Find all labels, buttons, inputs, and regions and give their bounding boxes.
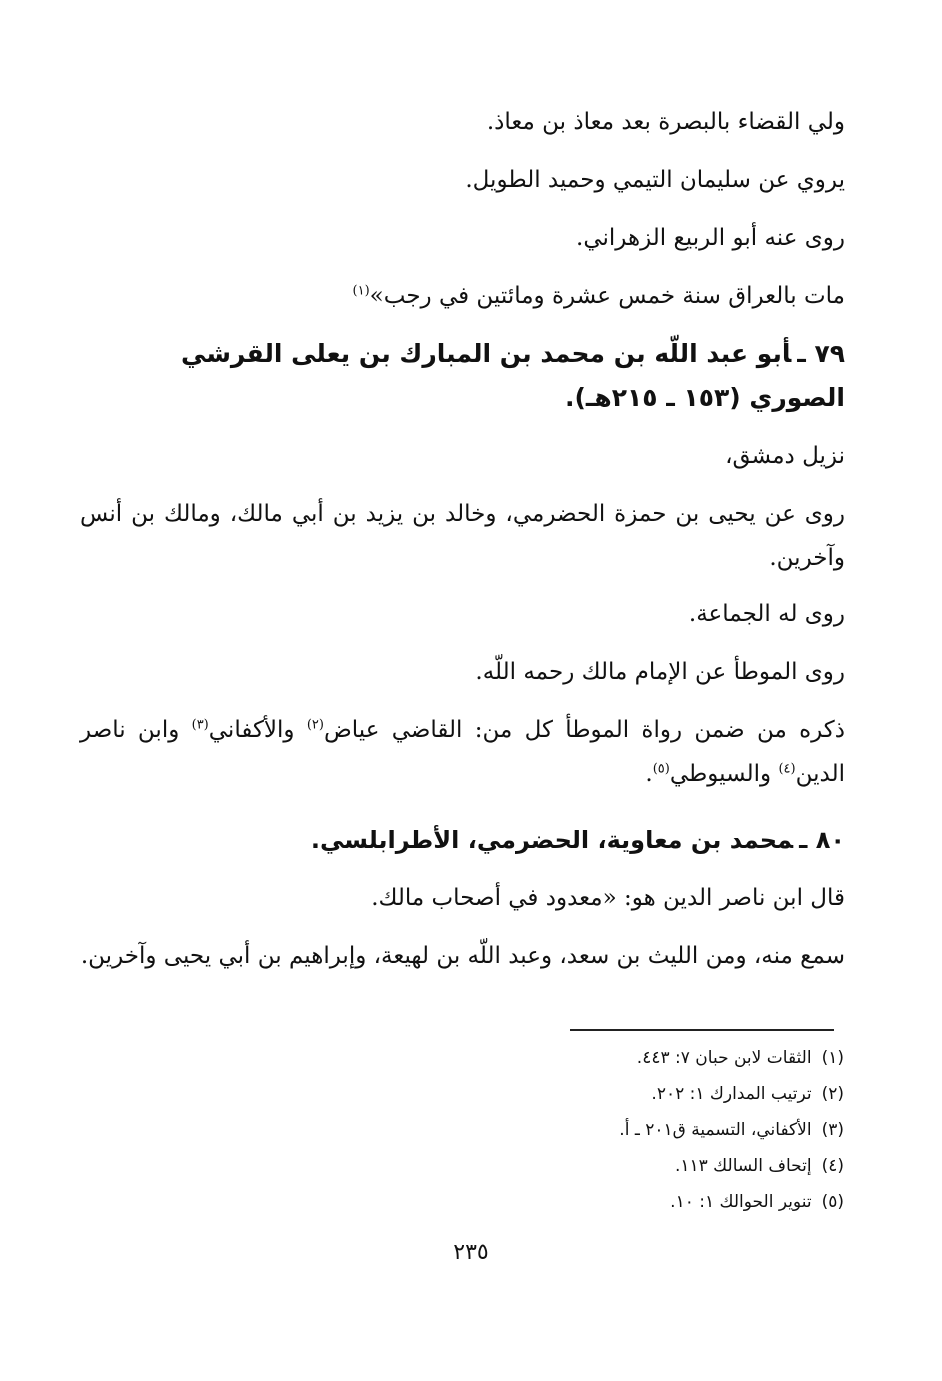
text-line: قال ابن ناصر الدين هو: «معدود في أصحاب مالك. <box>371 885 845 911</box>
text-line: روى الموطأ عن الإمام مالك رحمه اللّه. <box>475 659 845 685</box>
footnote-ref: (٣) <box>191 717 209 733</box>
text-paragraph: روى عن يحيى بن حمزة الحضرمي، وخالد بن يزيد بن أبي مالك، ومالك بن أنس وآخرين. <box>80 501 845 571</box>
text-paragraph: سمع منه، ومن الليث بن سعد، وعبد اللّه بن لهيعة، وإبراهيم بن أبي يحيى وآخرين. <box>80 943 845 969</box>
text-fragment: والسيوطي <box>669 761 779 787</box>
footnote-text: تنوير الحوالك ١: ١٠. <box>670 1192 812 1212</box>
entry-title: محمد بن معاوية، الحضرمي، الأطرابلسي. <box>310 826 794 854</box>
entry-heading-79 <box>80 332 845 420</box>
footnote <box>424 1148 844 1184</box>
footnote-ref: (١) <box>352 283 370 299</box>
footnote-number: (٢) <box>821 1084 844 1104</box>
footnote <box>424 1184 844 1220</box>
text-line: نزيل دمشق، <box>725 443 845 469</box>
footnote <box>424 1112 844 1148</box>
footnote-text: ترتيب المدارك ١: ٢٠٢. <box>651 1084 812 1104</box>
text-fragment: مات بالعراق سنة خمس عشرة ومائتين في رجب» <box>369 283 845 309</box>
text-fragment: . <box>645 761 653 787</box>
entry-title: أبو عبد اللّه بن محمد بن المبارك بن يعلى القرشي الصوري (١٥٣ ـ ٢١٥هـ). <box>181 339 845 412</box>
footnote-text: الثقات لابن حبان ٧: ٤٤٣. <box>636 1048 812 1068</box>
footnote-ref: (٢) <box>306 717 324 733</box>
footnote-text: إتحاف السالك ١١٣. <box>674 1156 812 1176</box>
footnote-ref: (٥) <box>652 761 670 777</box>
footnote-ref: (٤) <box>778 761 796 777</box>
footnote-separator <box>570 1029 834 1031</box>
text-line <box>80 274 845 318</box>
text-fragment: وابن ناصر الدين <box>80 717 845 787</box>
entry-heading-80 <box>80 818 845 862</box>
footnotes <box>424 1040 844 1220</box>
footnote <box>424 1040 844 1076</box>
text-fragment: ذكره من ضمن رواة الموطأ كل من: القاضي عياض <box>323 717 845 743</box>
page-number: ٢٣٥ <box>453 1240 489 1265</box>
text-line: ولي القضاء بالبصرة بعد معاذ بن معاذ. <box>486 109 845 135</box>
mention-paragraph <box>80 708 845 796</box>
text-fragment: والأكفاني <box>208 717 307 743</box>
text-line: يروي عن سليمان التيمي وحميد الطويل. <box>465 167 845 193</box>
text-line: روى له الجماعة. <box>688 601 845 627</box>
footnote <box>424 1076 844 1112</box>
footnote-number: (٣) <box>821 1120 844 1140</box>
footnote-number: (٥) <box>821 1192 844 1212</box>
footnote-text: الأكفاني، التسمية ق٢٠١ ـ أ. <box>619 1120 812 1140</box>
text-line: روى عنه أبو الربيع الزهراني. <box>576 225 845 251</box>
footnote-number: (١) <box>821 1048 844 1068</box>
entry-number: ٨٠ ـ <box>799 826 845 854</box>
entry-number: ٧٩ ـ <box>797 339 845 368</box>
footnote-number: (٤) <box>821 1156 844 1176</box>
page-body <box>80 100 845 990</box>
